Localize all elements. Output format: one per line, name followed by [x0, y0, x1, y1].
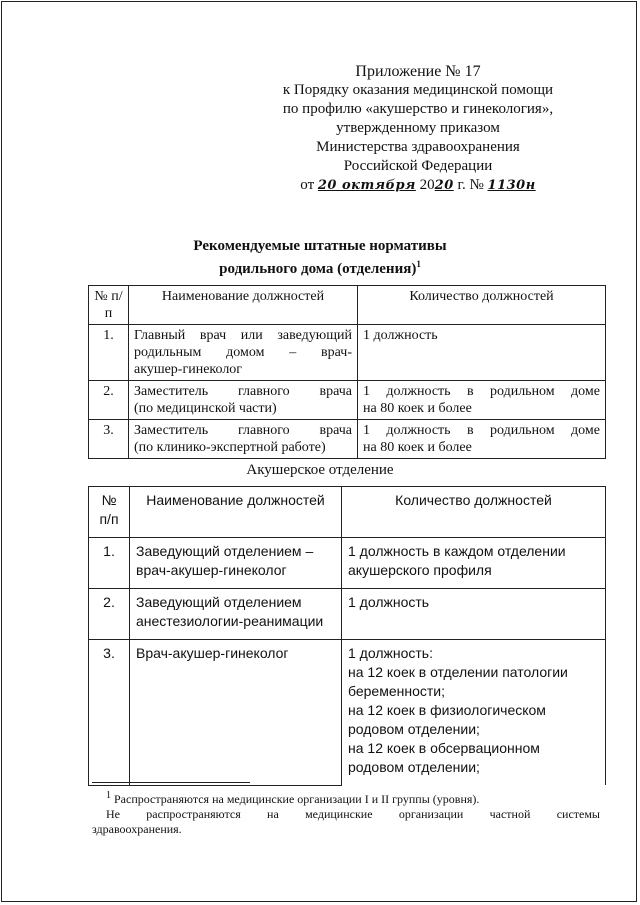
- footnote-line: здравоохранения.: [92, 822, 182, 836]
- number-prefix: г. №: [457, 177, 484, 193]
- position-quantity: 1 должность: [342, 589, 606, 640]
- footnote-separator: [92, 782, 250, 783]
- row-number: 3.: [89, 420, 129, 459]
- header-line: по профилю «акушерство и гинекология»,: [282, 101, 554, 117]
- position-quantity: 1 должность в родильном доме на 80 коек и более: [358, 381, 606, 420]
- column-header-quantity: Количество должностей: [358, 286, 606, 325]
- table-row: [89, 640, 606, 786]
- header-line: утвержденному приказом: [336, 120, 500, 136]
- position-quantity: 1 должность: на 12 коек в отделении патологии беременности; на 12 коек в физиологическом родовом отделении; на 12 коек в обсервационном родовом отделении;: [342, 640, 606, 786]
- table-row: [89, 325, 606, 381]
- title-line: Рекомендуемые штатные нормативы: [193, 238, 447, 254]
- row-number: 1.: [89, 538, 130, 589]
- title-line: родильного дома (отделения)$^1$: [219, 259, 421, 277]
- column-header-quantity: Количество должностей: [342, 487, 606, 538]
- column-header-number: № п/п: [89, 487, 130, 538]
- footnote: [92, 788, 600, 837]
- footnote-reference: 1: [416, 259, 421, 269]
- header-line: Министерства здравоохранения: [316, 139, 520, 155]
- handwritten-number: 1130н: [487, 178, 536, 193]
- table-row: [89, 589, 606, 640]
- table-header-row: [89, 286, 606, 325]
- position-name: Главный врач или заведующий родильным домом – врач- акушер-гинеколог: [129, 325, 358, 381]
- order-date-line: [268, 176, 568, 195]
- footnote-mark: 1: [106, 790, 111, 801]
- staffing-table-management: [88, 285, 606, 459]
- position-name: Заведующий отделением анестезиологии-реанимации: [130, 589, 342, 640]
- date-prefix: от: [300, 177, 315, 193]
- column-header-number: № п/п: [89, 286, 129, 325]
- document-header: [268, 62, 568, 195]
- staffing-table-obstetric: [88, 486, 606, 786]
- position-quantity: 1 должность в каждом отделении акушерского профиля: [342, 538, 606, 589]
- column-header-position: Наименование должностей: [129, 286, 358, 325]
- row-number: 2.: [89, 381, 129, 420]
- position-name: Заведующий отделением – врач-акушер-гинеколог: [130, 538, 342, 589]
- year-prefix: 20: [419, 177, 435, 193]
- handwritten-date: 20 октября: [317, 178, 416, 193]
- position-name: Заместитель главного врача (по клинико-экспертной работе): [129, 420, 358, 459]
- section-title: Акушерское отделение: [246, 462, 394, 478]
- handwritten-year: 20: [434, 178, 454, 193]
- position-quantity: 1 должность: [358, 325, 606, 381]
- position-quantity: 1 должность в родильном доме на 80 коек и более: [358, 420, 606, 459]
- footnote-line: $^1$ Распространяются на медицинские организации I и II группы (уровня).: [106, 790, 480, 806]
- table-row: [89, 381, 606, 420]
- header-line: к Порядку оказания медицинской помощи: [282, 82, 554, 98]
- row-number: 3.: [89, 640, 130, 786]
- row-number: 1.: [89, 325, 129, 381]
- position-name: Заместитель главного врача (по медицинской части): [129, 381, 358, 420]
- table-header-row: [89, 487, 606, 538]
- document-title: [0, 237, 640, 278]
- row-number: 2.: [89, 589, 130, 640]
- table-row: [89, 420, 606, 459]
- position-name: Врач-акушер-гинеколог: [130, 640, 342, 786]
- appendix-title: Приложение № 17: [355, 63, 481, 80]
- table-row: [89, 538, 606, 589]
- footnote-line: Не распространяются на медицинские организации частной системы: [106, 807, 600, 821]
- header-line: Российской Федерации: [343, 158, 493, 174]
- column-header-position: Наименование должностей: [130, 487, 342, 538]
